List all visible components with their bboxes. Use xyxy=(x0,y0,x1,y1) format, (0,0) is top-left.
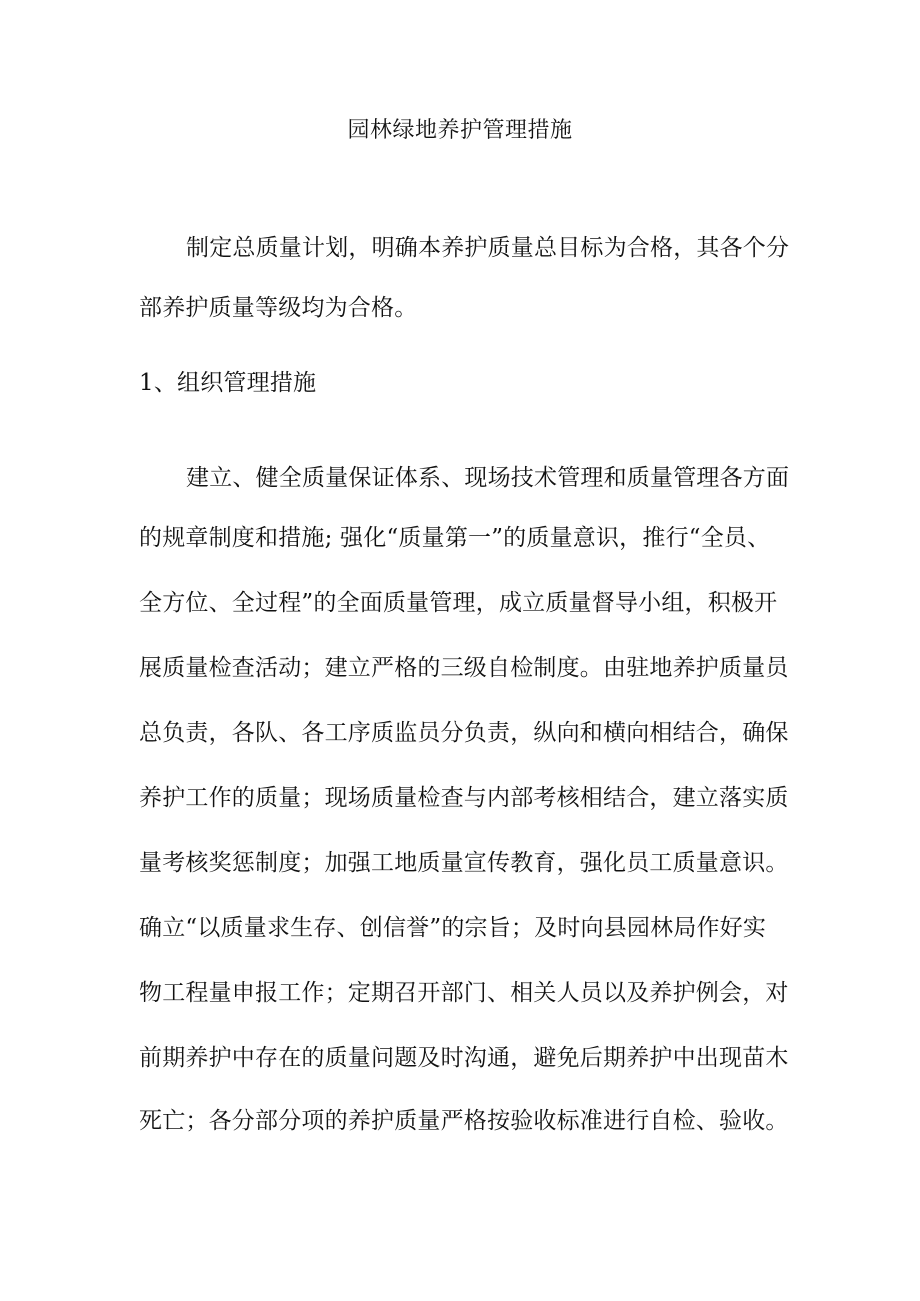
intro-line: 制定总质量计划，明确本养护质量总目标为合格，其各个分 xyxy=(186,235,790,261)
section-heading: 1、组织管理措施 xyxy=(139,370,317,396)
body-line: 前期养护中存在的质量问题及时沟通，避免后期养护中出现苗木 xyxy=(139,1045,789,1071)
body-line: 死亡；各分部分项的养护质量严格按验收标准进行自检、验收。 xyxy=(139,1108,789,1134)
body-line: 物工程量申报工作；定期召开部门、相关人员以及养护例会，对 xyxy=(139,980,789,1006)
body-line: 总负责，各队、各工序质监员分负责，纵向和横向相结合，确保 xyxy=(139,720,789,746)
body-line: 全方位、全过程”的全面质量管理，成立质量督导小组，积极开 xyxy=(139,590,778,616)
body-line: 的规章制度和措施; 强化“质量第一”的质量意识，推行“全员、 xyxy=(139,525,771,551)
intro-line: 部养护质量等级均为合格。 xyxy=(139,295,418,321)
body-line: 确立“以质量求生存、创信誉”的宗旨；及时向县园林局作好实 xyxy=(139,915,767,941)
body-line: 养护工作的质量；现场质量检查与内部考核相结合，建立落实质 xyxy=(139,785,789,811)
body-line: 量考核奖惩制度；加强工地质量宣传教育，强化员工质量意识。 xyxy=(139,850,789,876)
document-title: 园林绿地养护管理措施 xyxy=(347,118,573,143)
body-line: 展质量检查活动；建立严格的三级自检制度。由驻地养护质量员 xyxy=(139,655,789,681)
body-line: 建立、健全质量保证体系、现场技术管理和质量管理各方面 xyxy=(186,465,790,491)
